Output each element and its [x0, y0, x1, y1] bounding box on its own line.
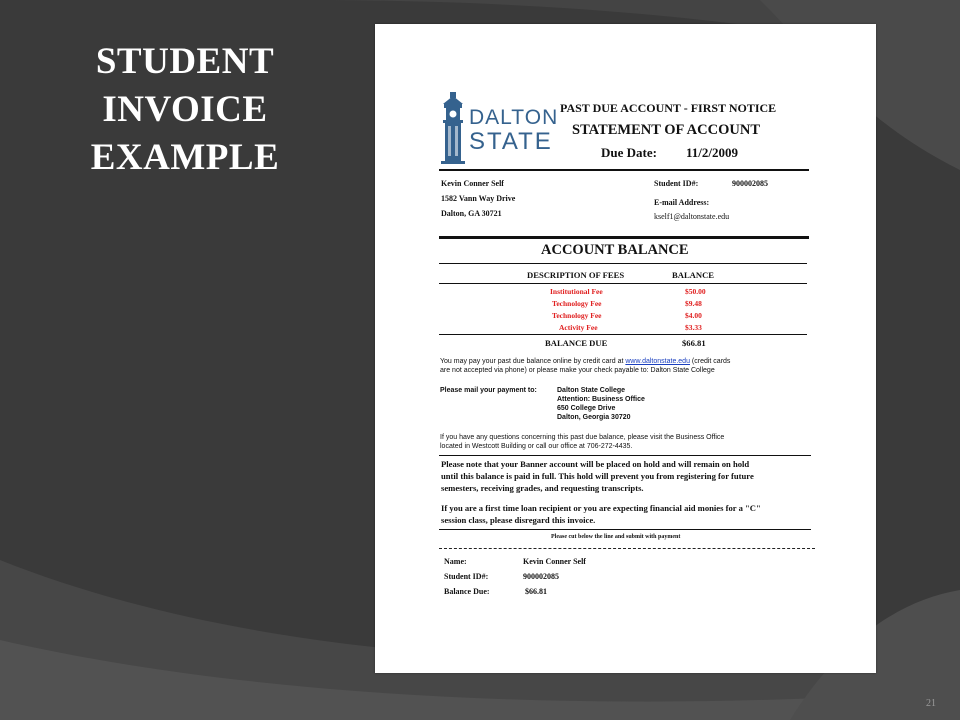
balance-due-value: $66.81	[682, 338, 706, 348]
stub-name-value: Kevin Conner Self	[523, 557, 586, 566]
stub-id-value: 900002085	[523, 572, 559, 581]
header-rule	[439, 169, 809, 171]
hold-notice-line-1: Please note that your Banner account will be placed on hold and will remain on hold	[441, 459, 750, 469]
loan-notice-line-1: If you are a first time loan recipient or you are expecting financial aid monies for a "C"	[441, 503, 761, 513]
fee-amount-1: $50.00	[685, 287, 706, 296]
balance-due-rule	[439, 334, 807, 335]
fee-name-1: Institutional Fee	[550, 287, 603, 296]
cut-line	[439, 548, 815, 549]
balance-title-rule	[439, 263, 807, 264]
pay-online-line-1	[440, 357, 730, 366]
pay-online-text: You may pay your past due balance online by credit card at	[440, 358, 626, 365]
fee-name-3: Technology Fee	[552, 311, 602, 320]
questions-line-2: located in Westcott Building or call our office at 706-272-4435.	[440, 443, 633, 450]
slide-title-line-1: STUDENT	[95, 41, 275, 82]
account-balance-title: ACCOUNT BALANCE	[541, 242, 689, 258]
hold-top-rule	[439, 455, 811, 456]
col-description-header: DESCRIPTION OF FEES	[527, 270, 625, 280]
loan-notice-line-2: session class, please disregard this invoice.	[441, 515, 596, 525]
stub-name-label: Name:	[444, 557, 467, 566]
mail-payment-line-1: Dalton State College	[557, 387, 626, 394]
slide-title-line-3: EXAMPLE	[90, 137, 280, 178]
cut-instruction: Please cut below the line and submit with payment	[551, 534, 681, 540]
due-date-value: 11/2/2009	[686, 145, 739, 160]
mail-payment-line-3: 650 College Drive	[557, 405, 616, 412]
mail-payment-line-4: Dalton, Georgia 30720	[557, 414, 631, 421]
pay-online-line-2: are not accepted via phone) or please make your check payable to: Dalton State College	[440, 367, 715, 374]
hold-notice-line-2: until this balance is paid in full. This hold will prevent you from registering for future	[441, 471, 754, 481]
due-date-label: Due Date:	[601, 145, 657, 160]
col-balance-header: BALANCE	[672, 270, 715, 280]
invoice-image	[375, 24, 876, 673]
student-id-label: Student ID#:	[654, 179, 699, 188]
student-id-value: 900002085	[732, 179, 768, 188]
logo-text-dalton: DALTON	[469, 106, 559, 129]
col-header-rule	[439, 283, 807, 284]
invoice-document	[375, 24, 876, 673]
stub-balance-value: $66.81	[525, 587, 547, 596]
student-address-1: 1582 Vann Way Drive	[441, 194, 516, 203]
fee-name-4: Activity Fee	[559, 323, 598, 332]
cut-top-rule	[439, 529, 811, 530]
hold-notice-line-3: semesters, receiving grades, and requesting transcripts.	[441, 483, 644, 493]
slide-title	[40, 38, 330, 182]
questions-line-1: If you have any questions concerning this past due balance, please visit the Business Office	[440, 434, 725, 441]
dalton-state-website-link[interactable]: www.daltonstate.edu	[625, 358, 690, 365]
statement-title: STATEMENT OF ACCOUNT	[572, 122, 760, 138]
fee-name-2: Technology Fee	[552, 299, 602, 308]
stub-balance-label: Balance Due:	[444, 587, 490, 596]
email-label: E-mail Address:	[654, 198, 710, 207]
student-address-2: Dalton, GA 30721	[441, 209, 502, 218]
fee-amount-3: $4.00	[685, 311, 702, 320]
fee-amount-4: $3.33	[685, 323, 702, 332]
student-name: Kevin Conner Self	[441, 179, 504, 188]
clock-tower-icon	[435, 92, 471, 164]
pay-online-text-end: (credit cards	[689, 358, 731, 365]
balance-due-label: BALANCE DUE	[545, 338, 608, 348]
dalton-state-logo	[435, 92, 559, 164]
stub-id-label: Student ID#:	[444, 572, 489, 581]
logo-text-state: STATE	[469, 128, 553, 155]
slide-title-line-2: INVOICE	[102, 89, 268, 130]
mail-payment-line-2: Attention: Business Office	[557, 396, 645, 403]
fee-amount-2: $9.48	[685, 299, 702, 308]
page-number: 21	[926, 698, 936, 709]
email-value: kself1@daltonstate.edu	[654, 212, 730, 221]
balance-top-rule	[439, 236, 809, 239]
mail-payment-label: Please mail your payment to:	[440, 387, 537, 394]
past-due-notice: PAST DUE ACCOUNT - FIRST NOTICE	[560, 101, 777, 115]
